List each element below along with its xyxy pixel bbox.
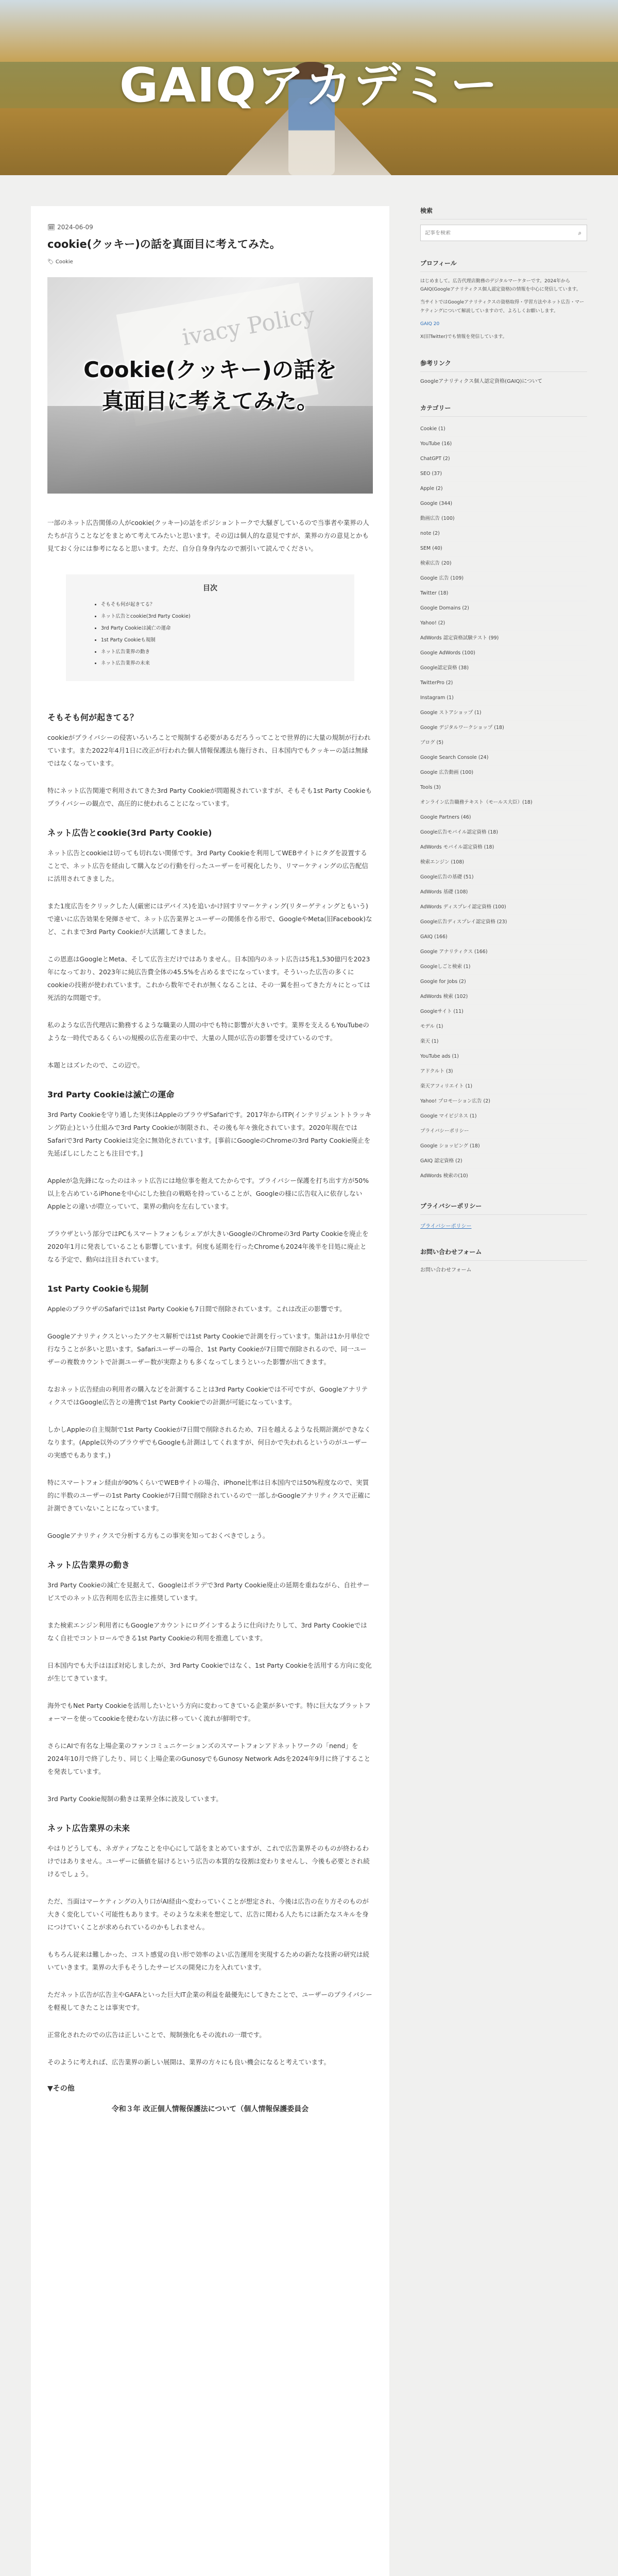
- post-category[interactable]: [47, 259, 373, 265]
- paragraph: Googleアナリティクスで分析する方もこの事実を知っておくべきでしょう。: [47, 1532, 269, 1540]
- paragraph: ネット広告とcookieは切っても切れない関係です。3rd Party Cookieを利用してWEBサイトにタグを設置することで、ネット広告を経由して購入などの行動を行ったユーザーを可視化したり、リマーケティングの広告配信に活用されてきました。: [47, 849, 369, 883]
- category-item[interactable]: YouTube ads (1): [420, 1049, 587, 1064]
- privacy-widget: [420, 1201, 587, 1230]
- main-content: [31, 206, 389, 2576]
- category-label[interactable]: Cookie: [55, 259, 73, 265]
- paragraph: 3rd Party Cookieの減亡を見据えて、Googleはポラデで3rd Party Cookie廃止の延期を重ねながら、自社サービスでのネット広告利用を広告主に推奨しています。: [47, 1581, 370, 1602]
- category-item[interactable]: 検索広告 (20): [420, 556, 587, 571]
- reference-links-widget: [420, 359, 587, 386]
- category-item[interactable]: Google AdWords (100): [420, 646, 587, 661]
- paragraph: しかしAppleの自主規制で1st Party Cookieが7日間で削除されるため、7日を越えるような長期計測ができなくなります。(Apple以外のブラウザでもGoogleも計測はしてくれますが、何日かで失われるというのがユーザーの実感でもあります。): [47, 1426, 371, 1460]
- paragraph: 特にネット広告関連で利用されてきた3rd Party Cookieが問題視されていますが、そもそも1st Party Cookieもプライバシーの観点で、高圧的に使われることになっています。: [47, 787, 372, 808]
- categories-widget: [420, 403, 587, 1184]
- category-item[interactable]: プライバシーポリシー: [420, 1124, 587, 1139]
- category-item[interactable]: AdWords モバイル認定資格 (18): [420, 840, 587, 855]
- category-item[interactable]: Google Search Console (24): [420, 751, 587, 766]
- widget-heading: 参考リンク: [420, 359, 587, 372]
- profile-paragraph: X(旧Twitter)でも情報を発信しています。: [420, 334, 507, 340]
- paragraph: また1度広告をクリックした人(厳密にはデバイス)を追いかけ回すリマーケティング(リターゲティングともいう)で違いに広告効果を発揮させて、ネット広告業界とユーザーの関係を作る形で、GoogleやMeta(旧Facebook)など、これまで3rd Party Cookieが大活躍してきました。: [47, 902, 372, 936]
- category-item[interactable]: モデル (1): [420, 1020, 587, 1035]
- privacy-policy-backdrop-text: ivacy Policy: [180, 302, 317, 351]
- profile-widget: [420, 259, 587, 341]
- paragraph: そのように考えれば、広告業界の新しい展開は、業界の方々にも良い機会になると考えています。: [47, 2058, 331, 2066]
- category-item[interactable]: Google Domains (2): [420, 601, 587, 616]
- category-item[interactable]: ブログ (5): [420, 736, 587, 751]
- profile-link-row: [420, 320, 587, 328]
- intro-paragraph: 一部のネット広告関係の人がcookie(クッキー)の話をポジショントークで大騒ぎしているので当事者や業界の人たちが言うことなどをまとめて考えてみたいと思います。その辺は個人的な意見ですが、業界の方の意見とかも見ておく分には参考になると思います。ただ、自分自身身内なので割引いて読んでください。: [47, 519, 369, 553]
- category-item[interactable]: SEM (40): [420, 541, 587, 556]
- typewriter-shape: [47, 406, 373, 494]
- category-item[interactable]: ChatGPT (2): [420, 452, 587, 467]
- paragraph: ただ、当面はマーケティングの入り口がAI経由へ変わっていくことが想定され、今後は広告の在り方そのものが大きく変化していく可能性もあります。そのような未来を想定して、広告に関わる人たちには新たなスキルを身につけていくことが求められているのかもしれません。: [47, 1897, 369, 1931]
- section-heading: ネット広告業界の未来: [47, 1823, 130, 1834]
- category-item[interactable]: Google ストアショップ (1): [420, 706, 587, 721]
- paragraph: 3rd Party Cookie規制の動きは業界全体に波及しています。: [47, 1795, 222, 1803]
- category-item[interactable]: Google (344): [420, 497, 587, 512]
- category-list: [420, 422, 587, 1184]
- paragraph: 海外でもNet Party Cookieを活用したいという方向に変わってきている企業が多いです。特に巨大なプラットフォーマーを使ってcookieを使わない方法に移っていく流れが鮮明です。: [47, 1702, 371, 1723]
- toc-item[interactable]: • 3rd Party Cookieは減亡の運命: [101, 623, 334, 635]
- category-item[interactable]: Apple (2): [420, 482, 587, 497]
- category-item[interactable]: Google 広告 (109): [420, 571, 587, 586]
- toc-list: [87, 599, 334, 670]
- category-item[interactable]: アドクルト (3): [420, 1064, 587, 1079]
- category-item[interactable]: Google認定資格 (38): [420, 661, 587, 676]
- category-item[interactable]: AdWords ディスプレイ認定資格 (100): [420, 900, 587, 915]
- paragraph: 私のような広告代理店に勤務するような職業の人間の中でも特に影響が大きいです。業界を支えるもYouTubeのような一時代であるくらいの規模の広告産業の中で、大量の人間が広告の影響を受けているのです。: [47, 1021, 369, 1042]
- widget-heading: プロフィール: [420, 259, 587, 272]
- category-item[interactable]: note (2): [420, 527, 587, 541]
- folder-icon: 🏷: [47, 259, 54, 265]
- reference-link[interactable]: Googleアナリティクス個人認定資格(GAIQ)について: [420, 379, 543, 385]
- widget-heading: プライバシーポリシー: [420, 1201, 587, 1215]
- contact-widget: [420, 1247, 587, 1275]
- paragraph: 日本国内でも大手はほぼ対応しましたが、3rd Party Cookieではなく、1st Party Cookieを活用する方向に変化が生じてきています。: [47, 1662, 372, 1683]
- category-item[interactable]: AdWords 検索の(10): [420, 1169, 587, 1184]
- paragraph: ブラウザという部分ではPCもスマートフォンもシェアが大きいGoogleのChromeの3rd Party Cookieを廃止を2020年1月に発表していることも影響しています。何度も延期を行ったChromeも2024年後半を目処に廃止となる予定で、動向は注目されています。: [47, 1230, 369, 1264]
- category-item[interactable]: 楽天 (1): [420, 1035, 587, 1049]
- toc-item[interactable]: • 1st Party Cookieも規制: [101, 635, 334, 647]
- paragraph: もちろん従来は難しかった、コスト感覚の良い形で効率のよい広告運用を実現するための新たな技術の研究は続いていきます。業界の大手もそうしたサービスの開発に力を入れています。: [47, 1951, 370, 1972]
- more-toggle[interactable]: ▼その他: [47, 2084, 75, 2093]
- category-item[interactable]: Googleサイト (11): [420, 1005, 587, 1020]
- category-item[interactable]: Instagram (1): [420, 691, 587, 706]
- paragraph: また検索エンジン利用者にもGoogleアカウントにログインするように仕向けたりして、3rd Party Cookieではなく自社でコントロールできる1st Party Cookieの利用を推進しています。: [47, 1621, 367, 1642]
- paragraph: 特にスマートフォン経由が90%くらいでWEBサイトの場合、iPhone比率は日本国内では50%程度なので、実質的に半数のユーザーの1st Party Cookieが7日間で削除されているので一部しかGoogleアナリティクスで正確に計測できていないことになっています。: [47, 1479, 371, 1513]
- category-item[interactable]: Google ショッピング (18): [420, 1139, 587, 1154]
- section-heading: ネット広告とcookie(3rd Party Cookie): [47, 828, 212, 838]
- paragraph: この恩恵はGoogleとMeta、そして広告主だけではありません。日本国内のネット広告は5兆1,530億円を2023年になっており、2023年に純広告費全体の45.5%を占めるまでになっています。そういった広告の多くにcookieの技術が使われています。これから数年でそれが無くなることは、その一翼を担ってきた方々にとっては死活的な問題です。: [47, 955, 370, 1002]
- section-heading: 1st Party Cookieも規制: [47, 1284, 149, 1294]
- category-item[interactable]: 動画広告 (100): [420, 512, 587, 527]
- category-item[interactable]: Google for Jobs (2): [420, 975, 587, 990]
- paragraph: 本題とはズレたので、この辺で。: [47, 1061, 144, 1070]
- category-item[interactable]: Google アナリティクス (166): [420, 945, 587, 960]
- calendar-icon: 🗓: [47, 224, 56, 231]
- category-item[interactable]: AdWords 基礎 (108): [420, 885, 587, 900]
- profile-link[interactable]: GAIQ 20: [420, 321, 440, 327]
- category-item[interactable]: Google マイビジネス (1): [420, 1109, 587, 1124]
- header-banner: [0, 0, 618, 175]
- search-box: [420, 225, 587, 241]
- profile-text: [420, 277, 587, 341]
- paragraph: さらにAIで有名な上場企業のファンコミュニケーションズのスマートフォンアドネットワークの「nend」を2024年10月で終了したり、同じく上場企業のGunosyでもGunosy Network Adsを2024年9月に終了することを発表しています。: [47, 1742, 371, 1776]
- category-item[interactable]: TwitterPro (2): [420, 676, 587, 691]
- paragraph: なおネット広告経由の利用者の購入などを計測することは3rd Party Cookieでは不可ですが、GoogleアナリティクスではGoogle広告との連携で1st Party Cookieでの計測が可能になっています。: [47, 1385, 368, 1406]
- widget-heading: カテゴリー: [420, 403, 587, 417]
- paragraph: 正常化されたのでの広告は正しいことで、規制強化もその流れの一環です。: [47, 2031, 266, 2039]
- category-item[interactable]: Googleしごと検索 (1): [420, 960, 587, 975]
- toc-item[interactable]: • そもそも何が起きてる？: [101, 599, 334, 611]
- category-item[interactable]: GAIQ (166): [420, 930, 587, 945]
- section-heading: 3rd Party Cookieは滅亡の運命: [47, 1090, 175, 1100]
- table-of-contents: [66, 574, 354, 681]
- category-item[interactable]: 検索エンジン (108): [420, 855, 587, 870]
- search-input[interactable]: [421, 230, 573, 236]
- category-item[interactable]: AdWords 検索 (102): [420, 990, 587, 1005]
- post-title: cookie(クッキー)の話を真面目に考えてみた。: [47, 238, 281, 250]
- category-item[interactable]: Google広告ディスプレイ認定資格 (23): [420, 915, 587, 930]
- search-icon[interactable]: ⌕: [578, 229, 582, 236]
- post-meta: [47, 206, 373, 231]
- category-item[interactable]: Google広告の基礎 (51): [420, 870, 587, 885]
- category-item[interactable]: Google デジタルワークショップ (18): [420, 721, 587, 736]
- privacy-policy-link[interactable]: プライバシーポリシー: [420, 1224, 472, 1230]
- category-item[interactable]: Twitter (18): [420, 586, 587, 601]
- toc-heading: 目次: [203, 584, 217, 593]
- eyecatch-caption-line1: Cookie(クッキー)の話を: [83, 357, 337, 383]
- category-item[interactable]: Yahoo! プロモーション広告 (2): [420, 1094, 587, 1109]
- profile-paragraph: はじめまして。広告代理店勤務のデジタルマーケターです。2024年から GAIQ(Googleアナリティクス個人認定資格)の情報を中心に発信しています。: [420, 279, 581, 293]
- site-title[interactable]: GAIQアカデミー: [119, 58, 499, 113]
- category-item[interactable]: Google Partners (46): [420, 810, 587, 825]
- profile-paragraph: 当サイトではGoogleアナリティクスの資格取得・学習方法やネット広告・マーケティングについて解説していますので、よろしくお願いします。: [420, 300, 585, 314]
- toc-item[interactable]: • ネット広告とcookie(3rd Party Cookie): [101, 611, 334, 623]
- eyecatch-caption: [47, 354, 373, 417]
- paragraph: cookieがプライバシーの侵害いろいろことで規制する必要があるだろうってことで世界的に大量の規制が行われています。また2022年4月1日に改正が行われた個人情報保護法も施行され、日本国内でもクッキーの話は無縁ではなくなっています。: [47, 734, 371, 768]
- contact-link[interactable]: お問い合わせフォーム: [420, 1267, 472, 1274]
- paragraph: ただネット広告が広告主やGAFAといった巨大IT企業の利益を最優先にしてきたことで、ユーザーのプライバシーを軽視してきたことは事実です。: [47, 1991, 372, 2012]
- section-heading: そもそも何が起きてる？: [47, 713, 139, 723]
- paragraph: AppleのブラウザのSafariでは1st Party Cookieも7日間で削除されています。これは改正の影響です。: [47, 1305, 346, 1313]
- post-date: 2024-06-09: [57, 224, 93, 231]
- category-item[interactable]: AdWords 認定資格試験テスト (99): [420, 631, 587, 646]
- paragraph: Googleアナリティクスといったアクセス解析では1st Party Cookieで計測を行っています。集計は1か月単位で行なうことが多いと思います。Safariユーザーの場合、1st Party Cookieが7日間で削除されるので、同一ユーザーの複数カウントで計測ユーザー数が実際よりも多くなってしまうといった影響が出てきます。: [47, 1332, 370, 1366]
- widget-heading: 検索: [420, 206, 587, 219]
- category-item[interactable]: 楽天アフィリエイト (1): [420, 1079, 587, 1094]
- eyecatch-image: [47, 277, 373, 494]
- paragraph: 3rd Party Cookieを守り通した実体はAppleのブラウザSafariです。2017年からITP(インテリジェントトラッキング防止)という仕組みで3rd Party Cookieが制限され、その後も年々強化されています。2020年現在ではSafariで3rd Party Cookieは完全に無効化されています。[事前にGoogleのChromeの3rd Party Cookie廃止を先延ばしにしたことも注目です。]: [47, 1111, 372, 1158]
- category-item[interactable]: SEO (37): [420, 467, 587, 482]
- category-item[interactable]: Yahoo! (2): [420, 616, 587, 631]
- law-heading[interactable]: 令和３年 改正個人情報保護法について（個人情報保護委員会: [111, 2105, 309, 2114]
- category-item[interactable]: Tools (3): [420, 781, 587, 795]
- category-item[interactable]: Cookie (1): [420, 422, 587, 437]
- toc-item[interactable]: • ネット広告業界の未来: [101, 658, 334, 670]
- paragraph: やはりどうしても、ネガティブなことを中心にして話をまとめていますが、これで広告業界そのものが終わるわけではありません。ユーザーに価値を届けるという広告の本質的な役割は変わりませんし、今後も必要とされ続けるでしょう。: [47, 1844, 370, 1878]
- category-item[interactable]: YouTube (16): [420, 437, 587, 452]
- category-item[interactable]: Google広告モバイル認定資格 (18): [420, 825, 587, 840]
- section-heading: ネット広告業界の動き: [47, 1560, 130, 1570]
- category-item[interactable]: オンライン広告職務テキスト（モールス大臣）(18): [420, 795, 587, 810]
- sidebar: [420, 206, 587, 1292]
- category-item[interactable]: GAIQ 認定資格 (2): [420, 1154, 587, 1169]
- search-widget: [420, 206, 587, 241]
- widget-heading: お問い合わせフォーム: [420, 1247, 587, 1261]
- eyecatch-caption-line2: 真面目に考えてみた。: [101, 388, 318, 414]
- toc-item[interactable]: • ネット広告業界の動き: [101, 647, 334, 658]
- paragraph: Appleが急先鋒になったのはネット広告には地位事を抱えてたからです。プライバシー保護を打ち出す方が50%以上を占めているiPhoneを中心にした独自の戦略を持っていることが、Googleの様に広告収入に依存しないAppleとの違いが際立っていて、業界の動向を左右しています。: [47, 1177, 369, 1211]
- category-item[interactable]: Google 広告動画 (100): [420, 766, 587, 781]
